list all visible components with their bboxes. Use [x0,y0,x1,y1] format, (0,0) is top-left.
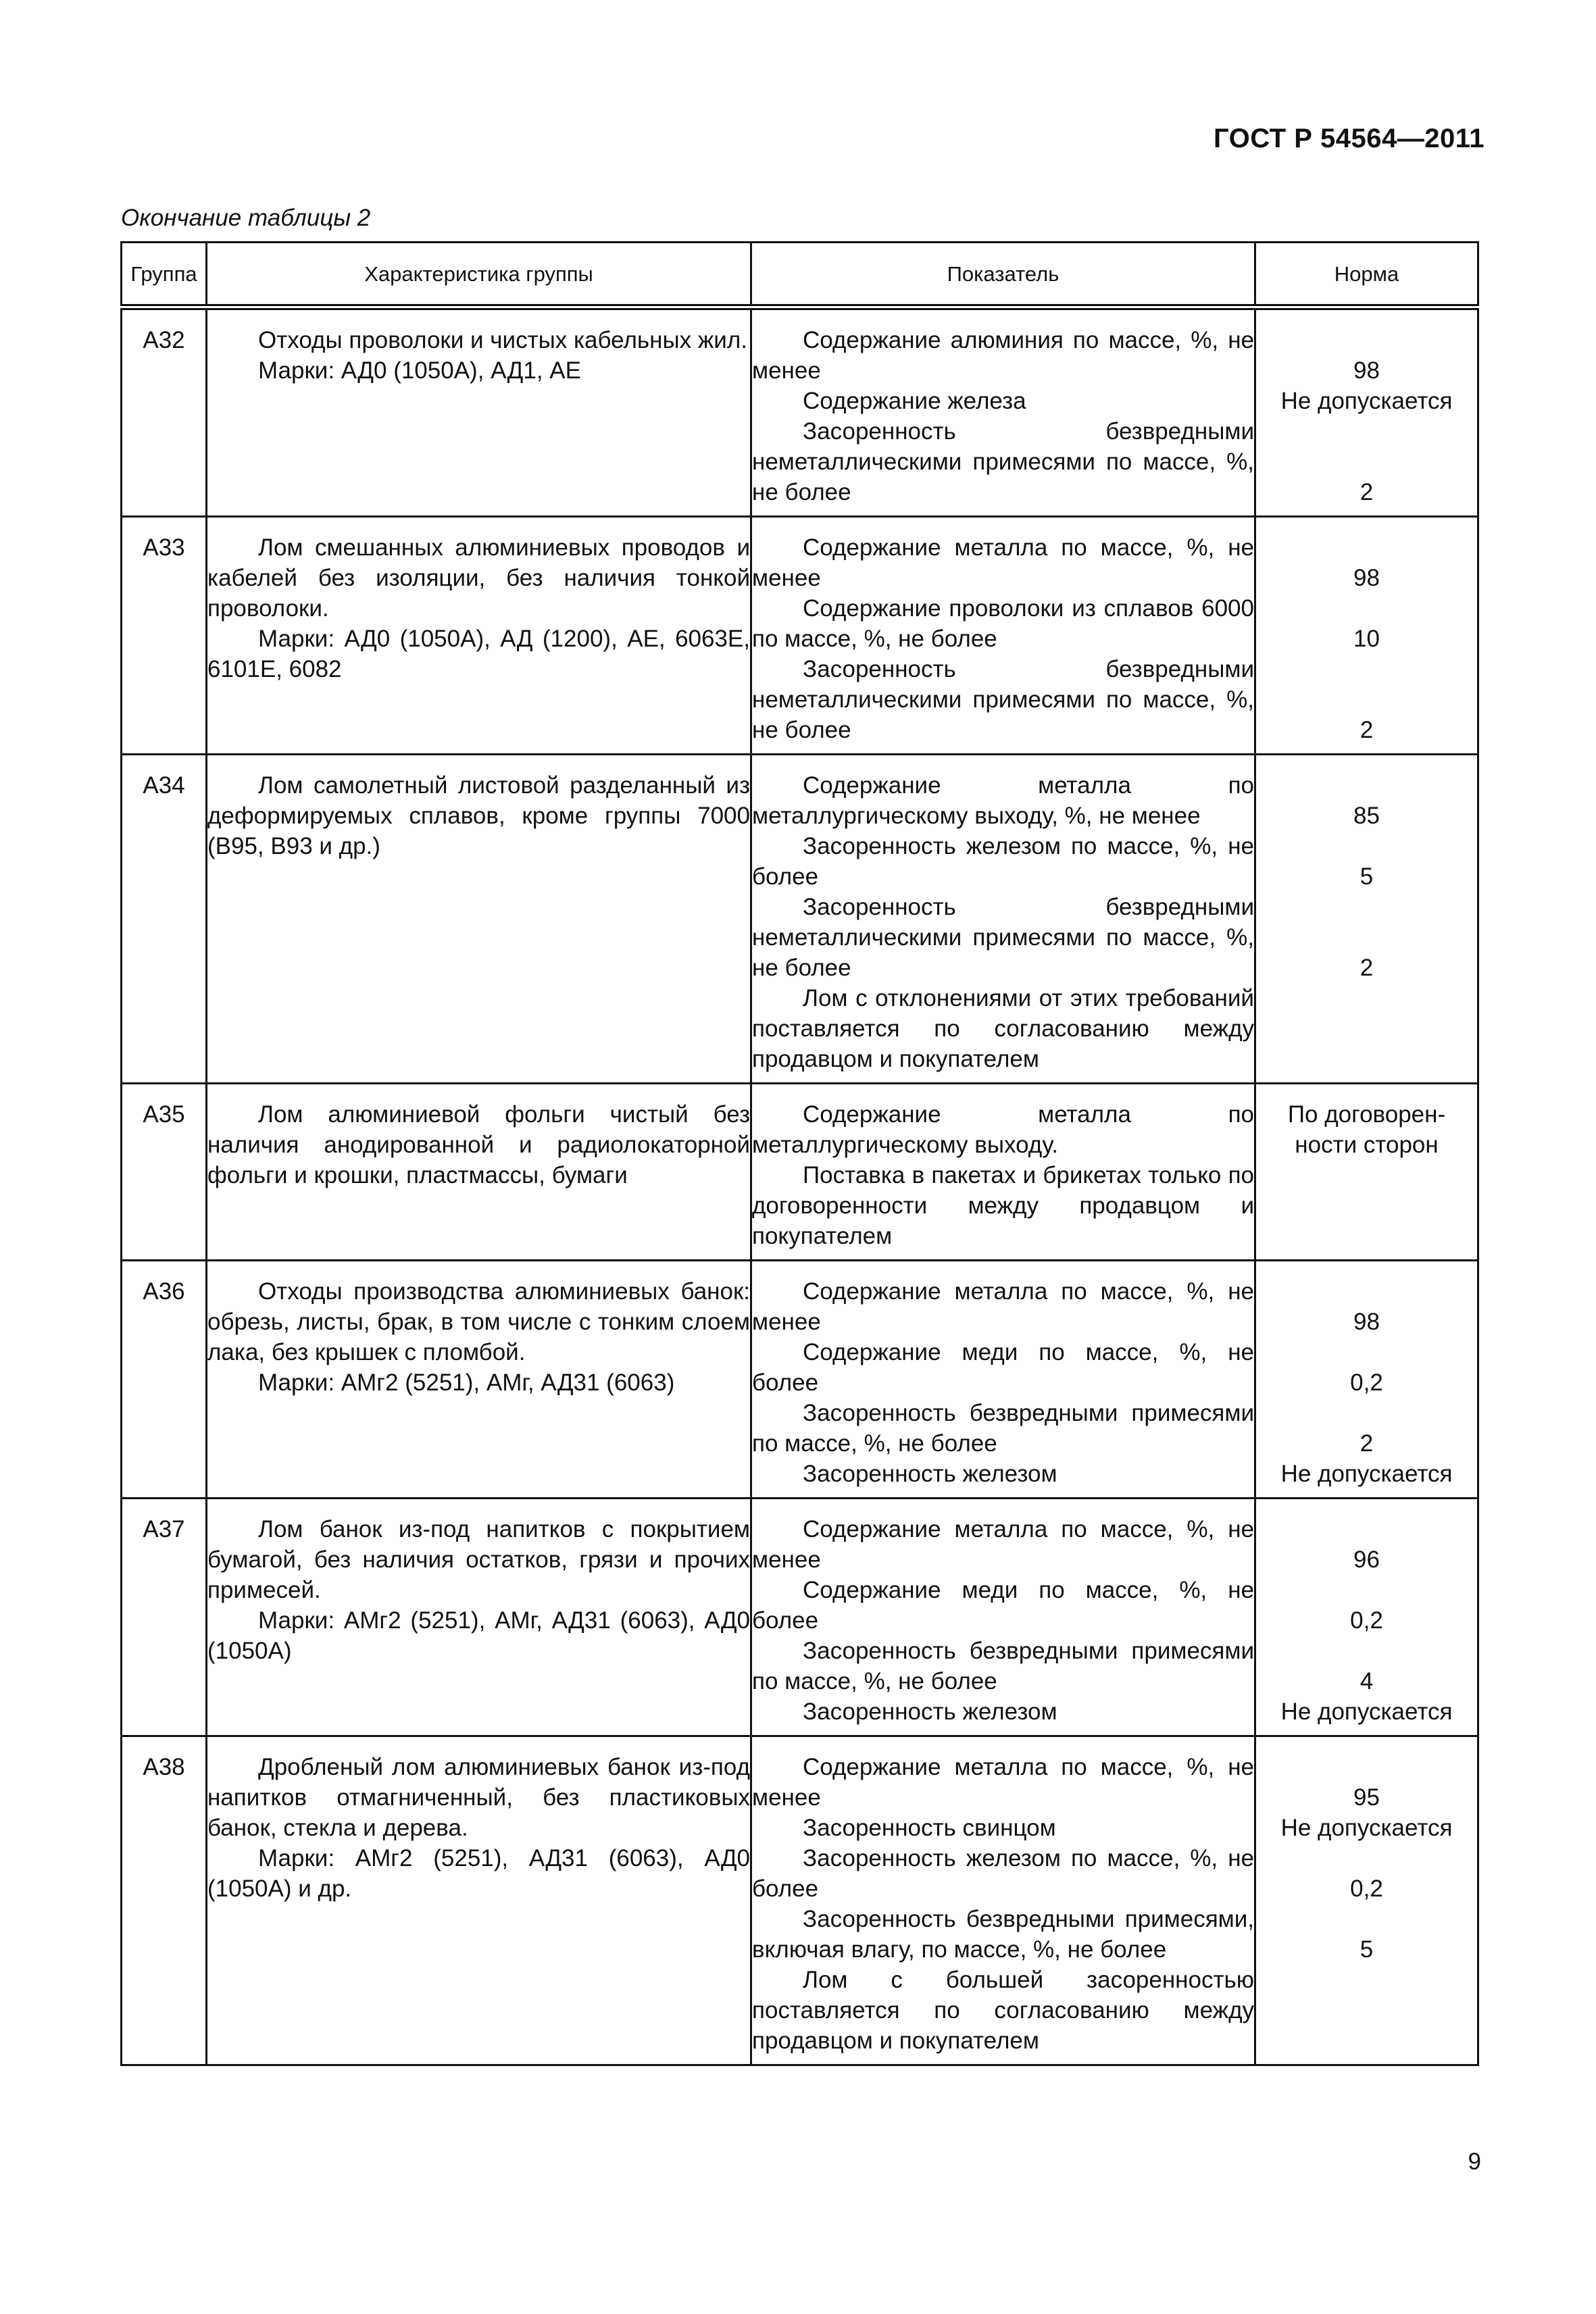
indicator-paragraph: Содержание меди по массе, %, не более [752,1577,1254,1634]
norm-line: Не допускается [1280,1461,1453,1487]
norm-line: 5 [1360,863,1374,890]
indicator-cell [751,1084,1255,1261]
indicator-paragraph: Содержание железа [803,388,1026,414]
group-characteristic [207,307,751,517]
characteristic-paragraph: Лом алюминиевой фольги чистый без наличия анодированной и радиолокаторной фольги и крошки, пластмассы, бумаги [207,1101,750,1188]
norm-line: 98 [1353,1309,1380,1335]
characteristic-paragraph: Марки: АМг2 (5251), АМг, АД31 (6063), АД0 (1050А) [207,1607,750,1664]
table-row [122,1261,1478,1499]
indicator-paragraph: Засоренность безвредными примесями по массе, %, не более [752,1400,1254,1457]
norm-line [1256,770,1477,801]
group-characteristic [207,1736,751,2065]
norm-line: 98 [1353,565,1380,591]
norm-line [1256,532,1477,563]
indicator-paragraph: Содержание проволоки из сплавов 6000 по массе, %, не более [752,595,1254,652]
norm-line: Не допускается [1280,1699,1453,1725]
table-row [122,1736,1478,2065]
indicator-cell [751,307,1255,517]
group-characteristic [207,517,751,755]
indicator-paragraph: Засоренность безвредными неметаллическими примесями по массе, %, не более [752,418,1254,505]
table-caption: Окончание таблицы 2 [121,205,371,231]
norm-line: 98 [1353,357,1380,384]
norm-line: 5 [1360,1936,1374,1963]
table-row [122,517,1478,755]
norm-line [1256,922,1477,953]
table-header-row [122,243,1478,307]
characteristic-paragraph: Отходы производства алюминиевых банок: обрезь, листы, брак, в том числе с тонким слоем лака, без крышек с пломбой. [207,1278,750,1365]
indicator-paragraph: Содержание меди по массе, %, не более [752,1339,1254,1396]
norm-line: По договорен- [1287,1101,1446,1128]
indicator-paragraph: Засоренность безвредными примесями по массе, %, не более [752,1638,1254,1694]
indicator-cell [751,755,1255,1084]
group-characteristic [207,1261,751,1499]
indicator-paragraph: Засоренность железом по массе, %, не более [752,833,1254,890]
norm-line: 4 [1360,1668,1374,1694]
indicator-paragraph: Засоренность безвредными примесями, включая влагу, по массе, %, не более [752,1906,1254,1963]
norm-line: 2 [1360,955,1374,981]
norm-line [1256,1337,1477,1367]
group-code: А38 [122,1736,207,2065]
indicator-cell [751,1261,1255,1499]
norm-line [1256,1843,1477,1873]
characteristic-paragraph: Марки: АМг2 (5251), АД31 (6063), АД0 (1050А) и др. [207,1845,750,1902]
document-code: ГОСТ Р 54564—2011 [1214,124,1485,153]
indicator-paragraph: Содержание металла по металлургическому выходу, %, не менее [752,772,1254,829]
table-row [122,1084,1478,1261]
indicator-paragraph: Содержание металла по массе, %, не менее [752,1516,1254,1573]
norm-cell [1255,1084,1478,1261]
group-code: А36 [122,1261,207,1499]
norm-cell [1255,307,1478,517]
group-code: А33 [122,517,207,755]
norm-line [1256,1276,1477,1307]
norm-line: 2 [1360,479,1374,505]
group-code: А32 [122,307,207,517]
characteristic-paragraph: Лом банок из-под напитков с покрытием бумагой, без наличия остатков, грязи и прочих примесей. [207,1516,750,1603]
norm-line [1256,1398,1477,1428]
norm-line: 2 [1360,717,1374,743]
norm-line: 95 [1353,1784,1380,1811]
indicator-paragraph: Поставка в пакетах и брикетах только по договоренности между продавцом и покупателем [752,1162,1254,1249]
norm-line: 85 [1353,803,1380,829]
indicator-paragraph: Содержание металла по массе, %, не менее [752,1754,1254,1811]
norm-cell [1255,517,1478,755]
column-header-norm: Норма [1255,243,1478,307]
norm-cell [1255,1736,1478,2065]
indicator-cell [751,1499,1255,1736]
characteristic-paragraph: Марки: АД0 (1050А), АД (1200), АЕ, 6063Е, 6101Е, 6082 [207,626,750,682]
characteristic-paragraph: Марки: АД0 (1050А), АД1, АЕ [258,357,581,384]
indicator-cell [751,517,1255,755]
norm-cell [1255,755,1478,1084]
norm-cell [1255,1261,1478,1499]
table-row [122,307,1478,517]
column-header-characteristic: Характеристика группы [207,243,751,307]
characteristic-paragraph: Дробленый лом алюминиевых банок из-под напитков отмагниченный, без пластиковых банок, стекла и дерева. [207,1754,750,1841]
column-header-group: Группа [122,243,207,307]
norm-line: Не допускается [1280,388,1453,414]
indicator-paragraph: Засоренность свинцом [803,1815,1056,1841]
indicator-paragraph: Засоренность железом [803,1699,1057,1725]
norm-line [1256,593,1477,624]
norm-cell [1255,1499,1478,1736]
column-header-indicator: Показатель [751,243,1255,307]
indicator-paragraph: Засоренность безвредными неметаллическими примесями по массе, %, не более [752,894,1254,981]
norm-line [1256,1575,1477,1605]
group-characteristic [207,1499,751,1736]
norm-line: 0,2 [1350,1369,1383,1396]
group-characteristic [207,755,751,1084]
spec-table [120,241,1479,2066]
norm-line: 0,2 [1350,1876,1383,1902]
group-characteristic [207,1084,751,1261]
norm-line: ности сторон [1295,1132,1439,1158]
table-row [122,1499,1478,1736]
indicator-paragraph: Засоренность железом по массе, %, не более [752,1845,1254,1902]
norm-line [1256,892,1477,922]
norm-line [1256,831,1477,861]
indicator-paragraph: Засоренность безвредными неметаллическими примесями по массе, %, не более [752,656,1254,743]
table-row [122,755,1478,1084]
norm-line: 96 [1353,1546,1380,1573]
characteristic-paragraph: Отходы проволоки и чистых кабельных жил. [258,327,747,353]
indicator-paragraph: Содержание металла по металлургическому выходу. [752,1101,1254,1158]
indicator-paragraph: Лом с большей засоренностью поставляется по согласованию между продавцом и покупателем [752,1967,1254,2054]
norm-line: 0,2 [1350,1607,1383,1634]
norm-line [1256,447,1477,477]
group-code: А37 [122,1499,207,1736]
indicator-paragraph: Содержание алюминия по массе, %, не менее [752,327,1254,384]
indicator-paragraph: Засоренность железом [803,1461,1057,1487]
norm-line [1256,1514,1477,1544]
indicator-paragraph: Содержание металла по массе, %, не менее [752,1278,1254,1335]
norm-line [1256,1904,1477,1934]
indicator-cell [751,1736,1255,2065]
characteristic-paragraph: Марки: АМг2 (5251), АМг, АД31 (6063) [258,1369,675,1396]
norm-line: 10 [1353,626,1380,652]
norm-line [1256,325,1477,355]
page-number: 9 [1468,2148,1481,2175]
norm-line [1256,1636,1477,1666]
characteristic-paragraph: Лом смешанных алюминиевых проводов и кабелей без изоляции, без наличия тонкой проволоки. [207,534,750,622]
norm-line [1256,684,1477,715]
group-code: А35 [122,1084,207,1261]
norm-line [1256,416,1477,447]
indicator-paragraph: Лом с отклонениями от этих требований поставляется по согласованию между продавцом и покупателем [752,985,1254,1072]
norm-line: 2 [1360,1430,1374,1457]
norm-line: Не допускается [1280,1815,1453,1841]
characteristic-paragraph: Лом самолетный листовой разделанный из деформируемых сплавов, кроме группы 7000 (В95, В93 и др.) [207,772,750,859]
norm-line [1256,654,1477,684]
norm-line [1256,1752,1477,1782]
indicator-paragraph: Содержание металла по массе, %, не менее [752,534,1254,591]
group-code: А34 [122,755,207,1084]
